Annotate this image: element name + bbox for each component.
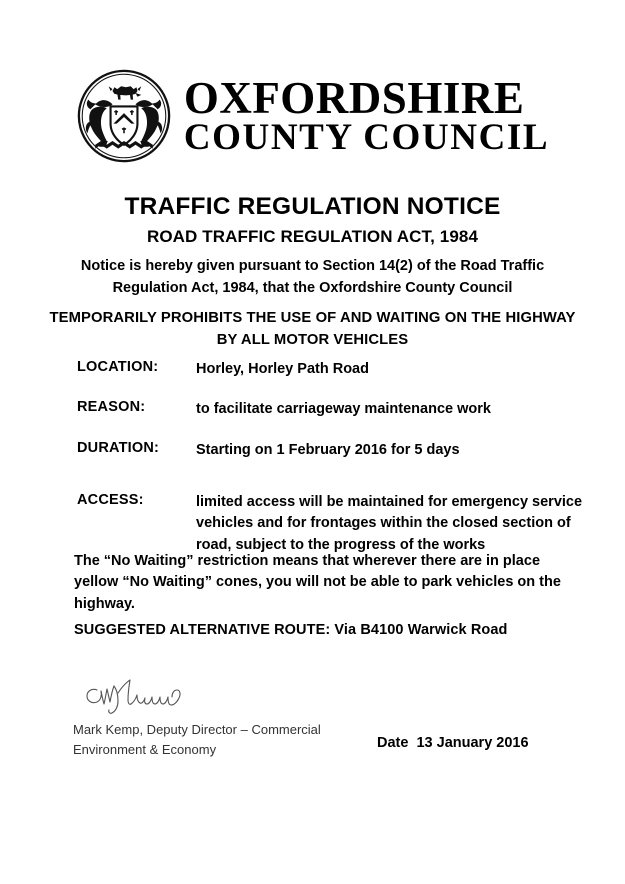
access-label: ACCESS:	[77, 491, 144, 508]
signatory-name: Mark Kemp, Deputy Director – Commercial	[73, 722, 321, 737]
handwritten-signature-icon	[84, 672, 204, 716]
signatory-department: Environment & Economy	[73, 742, 217, 758]
notice-details	[77, 359, 587, 556]
detail-row-access	[77, 492, 587, 556]
prohibition-statement: TEMPORARILY PROHIBITS THE USE OF AND WAITING ON THE HIGHWAY BY ALL MOTOR VEHICLES	[49, 310, 576, 348]
location-value: Horley, Horley Path Road	[196, 361, 369, 377]
detail-row-reason	[77, 399, 587, 420]
page-subtitle: ROAD TRAFFIC REGULATION ACT, 1984	[146, 227, 479, 246]
access-value: limited access will be maintained for emergency service vehicles and for frontages within the closed section of road, subject to the progress of the works	[196, 493, 583, 553]
duration-label: DURATION:	[77, 439, 160, 456]
no-waiting-paragraph: The “No Waiting” restriction means that wherever there are in place yellow “No Waiting” cones, you will not be able to park vehicles on the highway.	[74, 553, 561, 612]
suggested-alternative-route: SUGGESTED ALTERNATIVE ROUTE: Via B4100 Warwick Road	[74, 622, 508, 638]
wordmark-line-oxfordshire: OXFORDSHIRE	[183, 72, 525, 123]
notice-statement: Notice is hereby given pursuant to Section 14(2) of the Road Traffic Regulation Act, 1984, that the Oxfordshire County Council	[80, 258, 545, 296]
detail-row-location	[77, 359, 587, 380]
location-label: LOCATION:	[77, 359, 159, 375]
signatory-block	[73, 720, 363, 760]
masthead	[0, 68, 625, 164]
duration-value: Starting on 1 February 2016 for 5 days	[196, 441, 460, 458]
oxfordshire-coat-of-arms-crest-icon	[76, 68, 172, 164]
page-title: TRAFFIC REGULATION NOTICE	[124, 193, 501, 220]
council-wordmark	[183, 72, 550, 158]
detail-row-duration	[77, 440, 587, 461]
wordmark-line-county-council: COUNTY COUNCIL	[183, 116, 550, 158]
reason-label: REASON:	[77, 399, 146, 416]
reason-value: to facilitate carriageway maintenance work	[196, 401, 491, 418]
signature-date: Date 13 January 2016	[377, 735, 529, 751]
